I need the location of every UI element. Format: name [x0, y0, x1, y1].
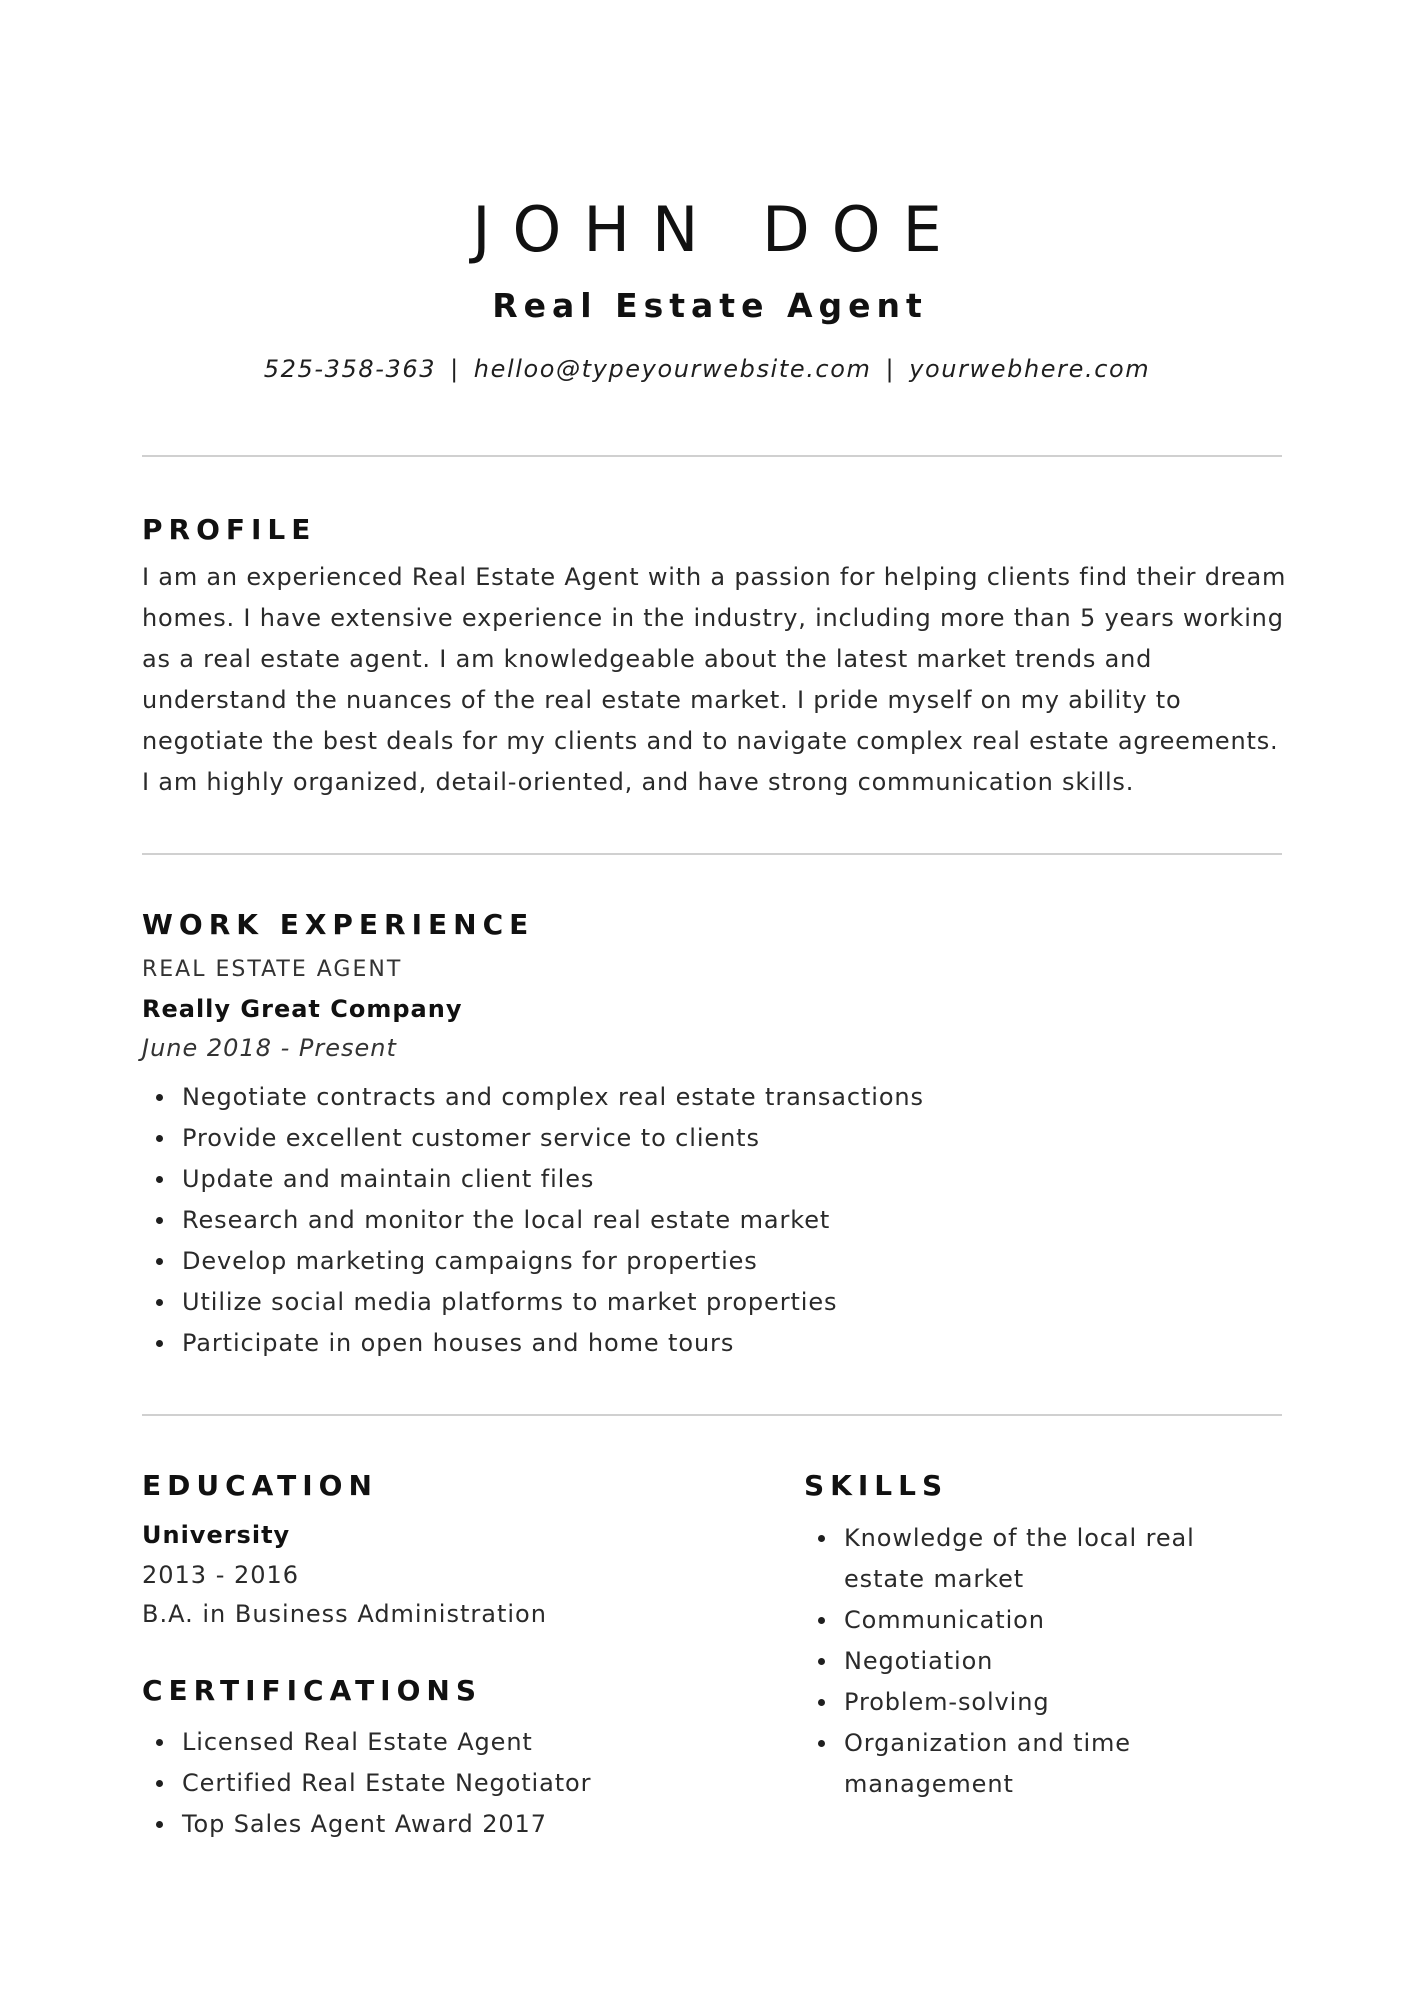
list-item: Negotiate contracts and complex real estate transactions — [142, 1077, 1042, 1118]
certifications-list — [142, 1722, 762, 1845]
list-item: Communication — [804, 1600, 1284, 1641]
profile-heading: PROFILE — [142, 513, 317, 546]
education-years: 2013 - 2016 — [142, 1561, 300, 1589]
skills-heading: SKILLS — [804, 1469, 949, 1502]
work-experience-heading: WORK EXPERIENCE — [142, 908, 535, 941]
list-item: Organization and time management — [804, 1723, 1284, 1805]
list-item: Problem-solving — [804, 1682, 1284, 1723]
profile-text: I am an experienced Real Estate Agent with a passion for helping clients find their dream homes. I have extensive experience in the industry, including more than 5 years working as a real estate agent. I am knowledgeable about the latest market trends and understand the nuances of the real estate market. I pride myself on my ability to negotiate the best deals for my clients and to navigate complex real estate agreements. I am highly organized, detail-oriented, and have strong communication skills. — [142, 563, 1287, 796]
education-school: University — [142, 1521, 291, 1549]
divider — [142, 455, 1282, 457]
list-item: Utilize social media platforms to market properties — [142, 1282, 1042, 1323]
list-item: Negotiation — [804, 1641, 1284, 1682]
list-item: Participate in open houses and home tours — [142, 1323, 1042, 1364]
contact-line — [0, 352, 1414, 386]
divider — [142, 1414, 1282, 1416]
candidate-title: Real Estate Agent — [492, 286, 928, 325]
contact-website: yourwebhere.com — [909, 355, 1151, 383]
contact-separator: | — [450, 355, 460, 383]
list-item: Research and monitor the local real estate market — [142, 1200, 1042, 1241]
contact-separator: | — [885, 355, 896, 383]
certifications-heading: CERTIFICATIONS — [142, 1674, 483, 1707]
divider — [142, 853, 1282, 855]
list-item: Licensed Real Estate Agent — [142, 1722, 762, 1763]
education-degree: B.A. in Business Administration — [142, 1600, 547, 1628]
list-item: Knowledge of the local real estate market — [804, 1518, 1284, 1600]
education-heading: EDUCATION — [142, 1469, 378, 1502]
work-duties-list — [142, 1077, 1042, 1364]
contact-email: helloo@typeyourwebsite.com — [473, 355, 872, 383]
list-item: Top Sales Agent Award 2017 — [142, 1804, 762, 1845]
skills-list — [804, 1518, 1284, 1805]
list-item: Update and maintain client files — [142, 1159, 1042, 1200]
job-role: REAL ESTATE AGENT — [142, 957, 403, 982]
contact-phone: 525-358-363 — [263, 355, 437, 383]
list-item: Develop marketing campaigns for properties — [142, 1241, 1042, 1282]
candidate-name: JOHN DOE — [472, 193, 964, 266]
list-item: Provide excellent customer service to clients — [142, 1118, 1042, 1159]
resume-header — [0, 190, 1414, 328]
list-item: Certified Real Estate Negotiator — [142, 1763, 762, 1804]
company-name: Really Great Company — [142, 995, 463, 1023]
employment-dates: June 2018 - Present — [142, 1034, 397, 1062]
